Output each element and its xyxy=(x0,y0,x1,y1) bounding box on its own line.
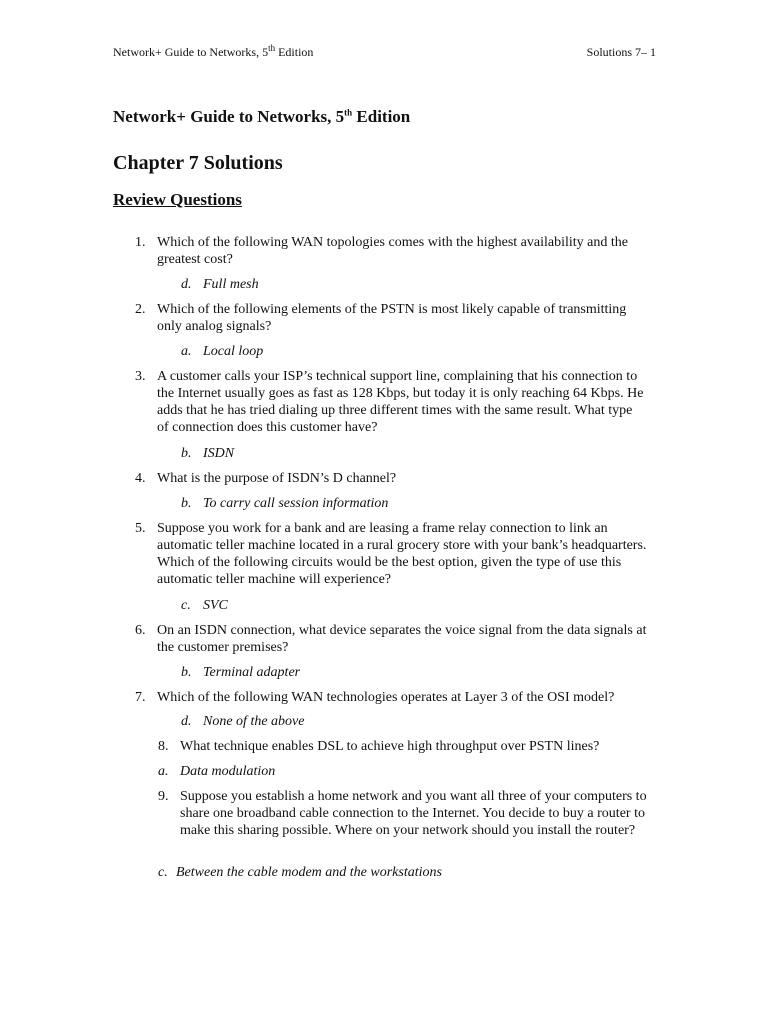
answer-1 xyxy=(181,276,259,293)
running-header-page: Solutions 7– 1 xyxy=(586,45,656,59)
answer-8 xyxy=(158,763,275,780)
document-title xyxy=(113,107,410,127)
question-number: 6. xyxy=(135,623,146,638)
answer-letter: a. xyxy=(158,764,169,779)
section-heading: Review Questions xyxy=(113,190,242,209)
question-number: 8. xyxy=(158,739,169,754)
question-number: 5. xyxy=(135,521,146,536)
answer-text: Full mesh xyxy=(203,277,259,292)
answer-letter: c. xyxy=(181,598,191,613)
answer-letter: d. xyxy=(181,714,192,729)
answer-2 xyxy=(181,343,263,360)
title-base: Network+ Guide to Networks, 5 xyxy=(113,107,345,126)
answer-letter: b. xyxy=(181,496,192,511)
chapter-heading: Chapter 7 Solutions xyxy=(113,152,283,174)
question-number: 9. xyxy=(158,789,169,804)
question-number: 7. xyxy=(135,690,146,705)
answer-letter: a. xyxy=(181,344,192,359)
question-number: 4. xyxy=(135,471,146,486)
answer-9 xyxy=(158,864,442,881)
title-tail: Edition xyxy=(352,107,411,126)
question-number: 1. xyxy=(135,235,146,250)
question-text: Which of the following elements of the PSTN is most likely capable of transmitting only analog signals? xyxy=(157,302,627,334)
question-text: What technique enables DSL to achieve high throughput over PSTN lines? xyxy=(180,739,600,754)
answer-5 xyxy=(181,597,228,614)
answer-text: SVC xyxy=(203,598,228,613)
header-title-base: Network+ Guide to Networks, 5 xyxy=(113,45,269,59)
answer-text: To carry call session information xyxy=(203,496,389,511)
answer-text: Local loop xyxy=(203,344,264,359)
answer-letter: d. xyxy=(181,277,192,292)
question-number: 3. xyxy=(135,369,146,384)
answer-text: Terminal adapter xyxy=(203,665,301,680)
question-text: Suppose you work for a bank and are leasing a frame relay connection to link an automatic teller machine located in a rural grocery store with your bank’s headquarters. Which of the following circuits would be the best option, given the type of use this automatic teller machine will experience? xyxy=(157,521,647,587)
header-title-tail: Edition xyxy=(275,45,314,59)
answer-3 xyxy=(181,445,234,462)
question-number: 2. xyxy=(135,302,146,317)
answer-letter: c. xyxy=(158,865,168,880)
question-text: Which of the following WAN topologies comes with the highest availability and the greatest cost? xyxy=(157,235,628,267)
question-text: A customer calls your ISP’s technical support line, complaining that his connection to the Internet usually goes as fast as 128 Kbps, but today it is only reaching 64 Kbps. He adds that he has tried dialing up three different times with the same result. What type of connection does this customer have? xyxy=(157,369,644,435)
question-text: On an ISDN connection, what device separates the voice signal from the data signals at the customer premises? xyxy=(157,623,647,655)
answer-text: Between the cable modem and the workstations xyxy=(176,865,442,880)
answer-6 xyxy=(181,664,300,681)
answer-text: ISDN xyxy=(203,446,235,461)
question-text: Which of the following WAN technologies operates at Layer 3 of the OSI model? xyxy=(157,690,615,705)
title-sup: th xyxy=(344,107,353,118)
running-header-title xyxy=(113,45,313,60)
answer-7 xyxy=(181,713,304,730)
question-text: What is the purpose of ISDN’s D channel? xyxy=(157,471,397,486)
question-text: Suppose you establish a home network and you want all three of your computers to share one broadband cable connection to the Internet. You decide to buy a router to make this sharing possible. Where on your network should you install the router? xyxy=(180,789,647,838)
header-title-sup: th xyxy=(268,43,276,53)
answer-text: Data modulation xyxy=(180,764,276,779)
answer-text: None of the above xyxy=(203,714,305,729)
answer-letter: b. xyxy=(181,446,192,461)
answer-letter: b. xyxy=(181,665,192,680)
answer-4 xyxy=(181,495,388,512)
